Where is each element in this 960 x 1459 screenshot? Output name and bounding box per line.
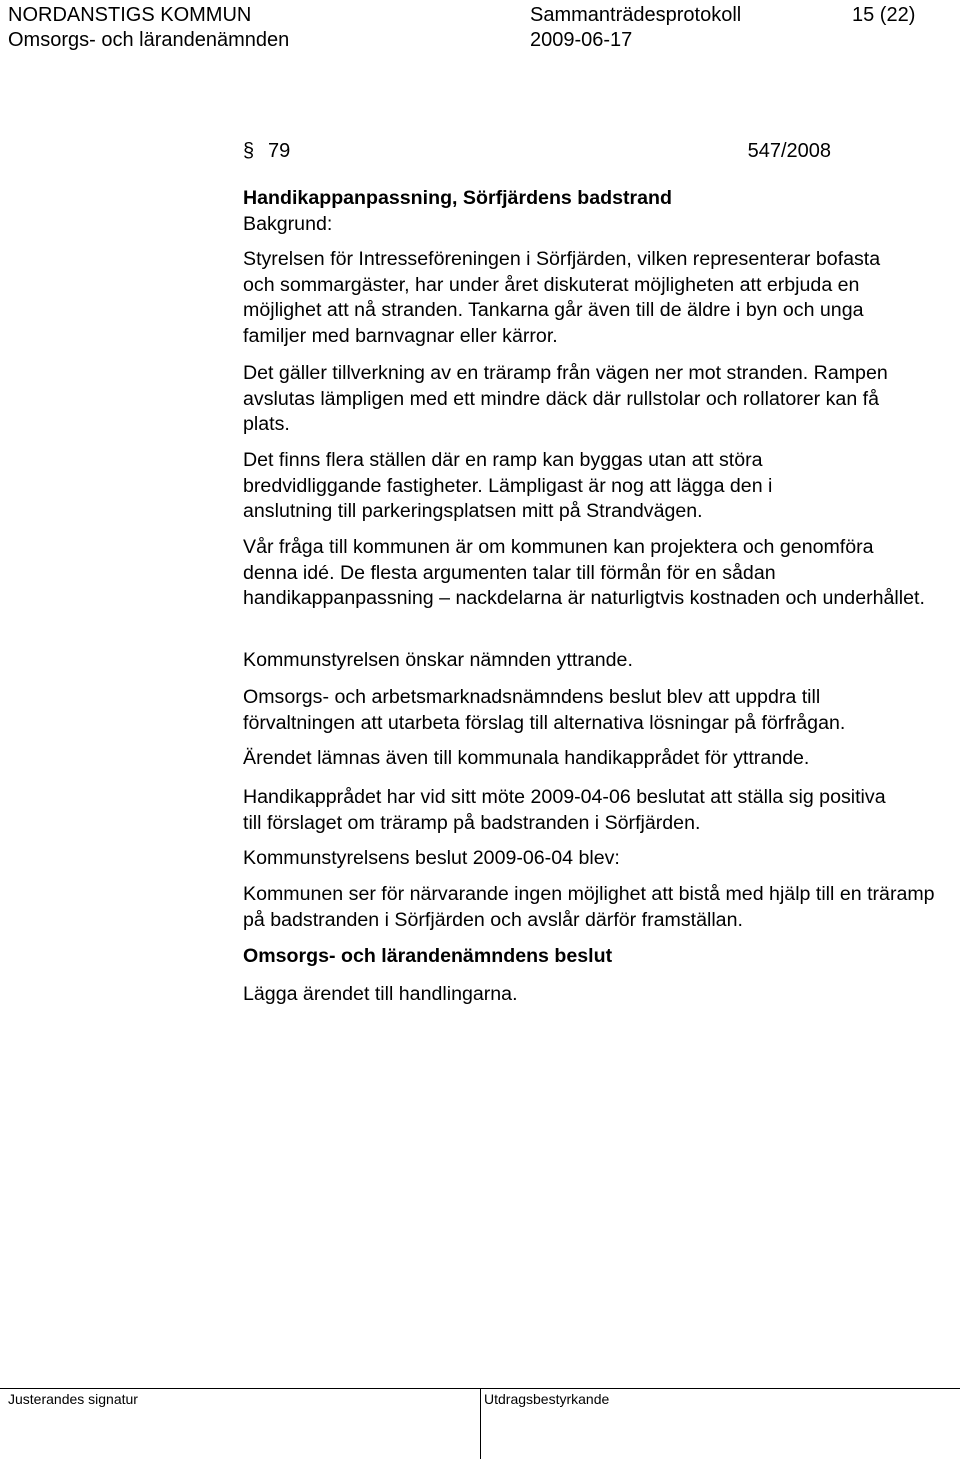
paragraph-1: Styrelsen för Intresseföreningen i Sörfjärden, vilken representerar bofasta och sommargäster, har under året diskuterat möjligheten att erbjuda en möjlighet att nå stranden. Tankarna går även till de äldre i byn och unga familjer med barnvagnar eller kärror. bbox=[243, 248, 881, 347]
header-org: NORDANSTIGS KOMMUN bbox=[8, 4, 252, 26]
header-page: 15 (22) bbox=[852, 4, 916, 26]
section-number: 79 bbox=[268, 140, 291, 162]
paragraph-6: Omsorgs- och arbetsmarknadsnämndens beslut blev att uppdra till förvaltningen att utarbeta förslag till alternativa lösningar på förfrågan. bbox=[243, 686, 846, 734]
case-id: 547/2008 bbox=[747, 140, 831, 162]
header-doc-type: Sammanträdesprotokoll bbox=[530, 4, 742, 26]
section-line bbox=[243, 140, 831, 166]
header-date: 2009-06-17 bbox=[530, 29, 633, 51]
footer-signature-label: Justerandes signatur bbox=[8, 1391, 138, 1407]
paragraph-3: Det finns flera ställen där en ramp kan byggas utan att störa bredvidliggande fastigheter. Lämpligast är nog att lägga den i anslutning till parkeringsplatsen mitt på Strandvägen. bbox=[243, 449, 773, 522]
header-committee: Omsorgs- och lärandenämnden bbox=[8, 29, 290, 51]
paragraph-10: Kommunen ser för närvarande ingen möjlighet att bistå med hjälp till en träramp på badstranden i Sörfjärden och avslår därför framställan. bbox=[243, 883, 935, 931]
background-label: Bakgrund: bbox=[243, 213, 333, 235]
paragraph-4: Vår fråga till kommunen är om kommunen kan projektera och genomföra denna idé. De flesta argumenten talar till förmån för en sådan handikappanpassning – nackdelarna är naturligtvis kostnaden och underhållet. bbox=[243, 536, 925, 609]
decision-heading: Omsorgs- och lärandenämndens beslut bbox=[243, 945, 613, 967]
paragraph-7: Ärendet lämnas även till kommunala handikapprådet för yttrande. bbox=[243, 747, 810, 769]
section-symbol: § bbox=[243, 140, 255, 162]
section-title: Handikappanpassning, Sörfjärdens badstrand bbox=[243, 187, 672, 209]
paragraph-5: Kommunstyrelsen önskar nämnden yttrande. bbox=[243, 649, 633, 671]
decision-text: Lägga ärendet till handlingarna. bbox=[243, 983, 518, 1005]
paragraph-9: Kommunstyrelsens beslut 2009-06-04 blev: bbox=[243, 847, 620, 869]
footer-divider bbox=[480, 1388, 481, 1459]
footer-certified-label: Utdragsbestyrkande bbox=[484, 1391, 610, 1407]
paragraph-2: Det gäller tillverkning av en träramp från vägen ner mot stranden. Rampen avslutas lämpligen med ett mindre däck där rullstolar och rollatorer kan få plats. bbox=[243, 362, 888, 435]
paragraph-8: Handikapprådet har vid sitt möte 2009-04-06 beslutat att ställa sig positiva till förslaget om träramp på badstranden i Sörfjärden. bbox=[243, 786, 886, 834]
